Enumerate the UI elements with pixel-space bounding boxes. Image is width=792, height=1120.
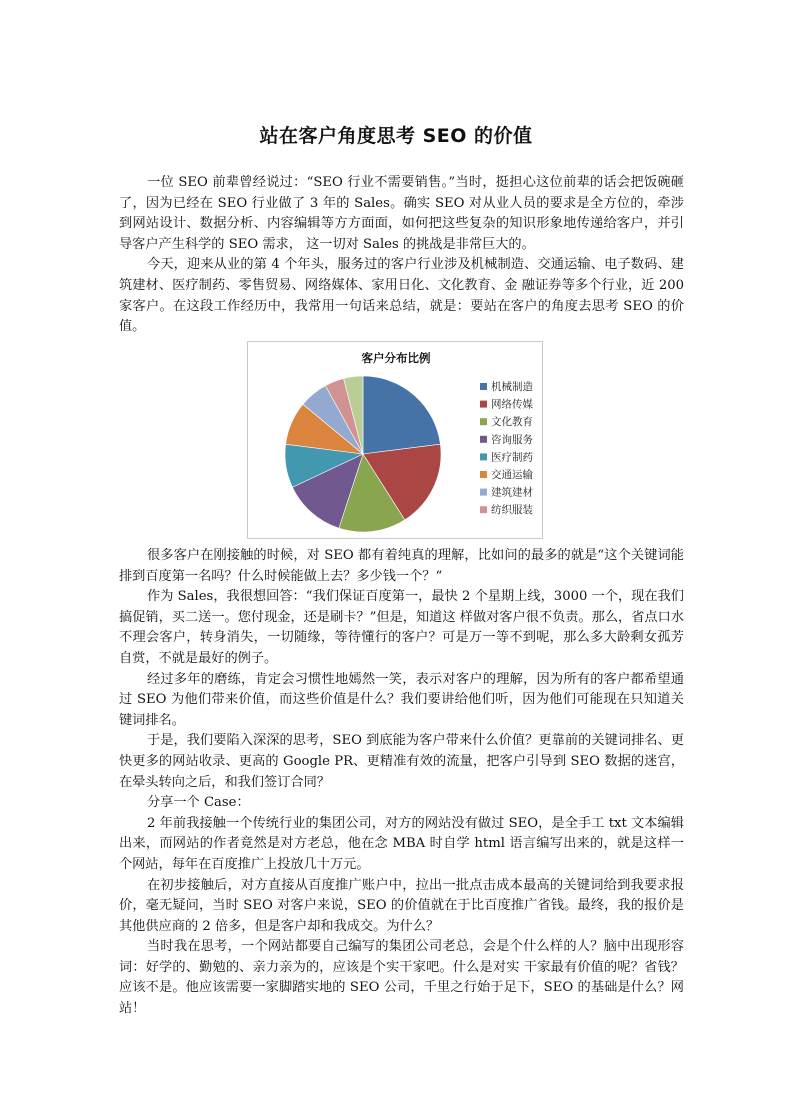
paragraph: 2 年前我接触一个传统行业的集团公司，对方的网站没有做过 SEO，是全手工 txt 文本编辑出来，而网站的作者竟然是对方老总，他在念 MBA 时自学 html 语言编写出来的，就是这样一个网站，每年在百度推广上投放几十万元。 bbox=[119, 815, 684, 872]
paragraph: 今天，迎来从业的第 4 个年头，服务过的客户行业涉及机械制造、交通运输、电子数码、建筑建材、医疗制药、零售贸易、网络媒体、家用日化、文化教育、金 融证券等多个行业，近 200 家客户。在这段工作经历中，我常用一句话来总结，就是：要站在客户的角度去思考 SEO 的价值。 bbox=[119, 257, 684, 335]
pie-slice-1 bbox=[363, 376, 440, 454]
legend-swatch bbox=[480, 418, 487, 425]
legend-label: 咨询服务 bbox=[491, 433, 533, 446]
legend-label: 医疗制药 bbox=[491, 451, 533, 464]
document-title: 站在客户角度思考 SEO 的价值 bbox=[259, 125, 533, 147]
legend-swatch bbox=[480, 436, 487, 443]
customer-distribution-chart bbox=[247, 341, 543, 539]
legend-swatch bbox=[480, 506, 487, 513]
legend-label: 交通运输 bbox=[491, 469, 533, 481]
legend-label: 建筑建材 bbox=[491, 486, 533, 499]
pie-slices bbox=[285, 376, 441, 532]
legend-label: 文化教育 bbox=[491, 416, 533, 429]
chart-title: 客户分布比例 bbox=[361, 351, 431, 365]
paragraph: 分享一个 Case： bbox=[147, 795, 250, 811]
paragraph: 一位 SEO 前辈曾经说过：“SEO 行业不需要销售。”当时，挺担心这位前辈的话会把饭碗砸了，因为已经在 SEO 行业做了 3 年的 Sales。确实 SEO 对从业人员的要求是全方位的，牵涉到网站设计、数据分析、内容编辑等方方面面，如何把这些复杂的知识形象地传递给客户，并引导客户产生科学的 SEO 需求， 这一切对 Sales 的挑战是非常巨大的。 bbox=[119, 175, 684, 252]
paragraph: 经过多年的磨练，肯定会习惯性地嫣然一笑，表示对客户的理解，因为所有的客户都希望通过 SEO 为他们带来价值，而这些价值是什么？我们要讲给他们听，因为他们可能现在只知道关键词排名。 bbox=[119, 671, 684, 728]
legend-label: 机械制造 bbox=[491, 381, 533, 393]
paragraph: 作为 Sales，我很想回答：“我们保证百度第一，最快 2 个星期上线，3000 一个，现在我们搞促销，买二送一。您付现金，还是刷卡？”但是，知道这 样做对客户很不负责。那么，省点口水不理会客户，转身消失，一切随缘，等待懂行的客户？可是万一等不到呢，那么多大龄剩女孤芳自赏，不就是最好的例子。 bbox=[119, 589, 684, 666]
legend-swatch bbox=[480, 453, 487, 460]
legend-swatch bbox=[480, 383, 487, 390]
pie-chart-svg bbox=[248, 342, 544, 540]
legend-swatch bbox=[480, 489, 487, 496]
paragraph: 于是，我们要陷入深深的思考，SEO 到底能为客户带来什么价值？更靠前的关键词排名、更快更多的网站收录、更高的 Google PR、更精准有效的流量，把客户引导到 SEO 数据的迷宫，在晕头转向之后，和我们签订合同？ bbox=[119, 733, 684, 790]
chart-legend bbox=[480, 380, 533, 516]
legend-swatch bbox=[480, 471, 487, 478]
paragraph: 很多客户在刚接触的时候，对 SEO 都有着纯真的理解，比如问的最多的就是“这个关键词能排到百度第一名吗？什么时候能做上去？多少钱一个？“ bbox=[119, 548, 684, 584]
legend-label: 纺织服装 bbox=[491, 504, 533, 517]
paragraph: 当时我在思考，一个网站都要自己编写的集团公司老总，会是个什么样的人？脑中出现形容词：好学的、勤勉的、亲力亲为的，应该是个实干家吧。什么是对实 干家最有价值的呢？省钱？应该不是。他应该需要一家脚踏实地的 SEO 公司，千里之行始于足下，SEO 的基础是什么？网站！ bbox=[119, 939, 684, 1017]
legend-swatch bbox=[480, 401, 487, 408]
intro-paragraphs bbox=[119, 173, 684, 338]
legend-label: 网络传媒 bbox=[491, 398, 533, 411]
paragraph: 在初步接触后，对方直接从百度推广账户中，拉出一批点击成本最高的关键词给到我要求报价，毫无疑问，当时 SEO 对客户来说，SEO 的价值就在于比百度推广省钱。最终，我的报价是其他供应商的 2 倍多，但是客户却和我成交。为什么？ bbox=[119, 877, 684, 934]
main-paragraphs bbox=[119, 546, 684, 1020]
